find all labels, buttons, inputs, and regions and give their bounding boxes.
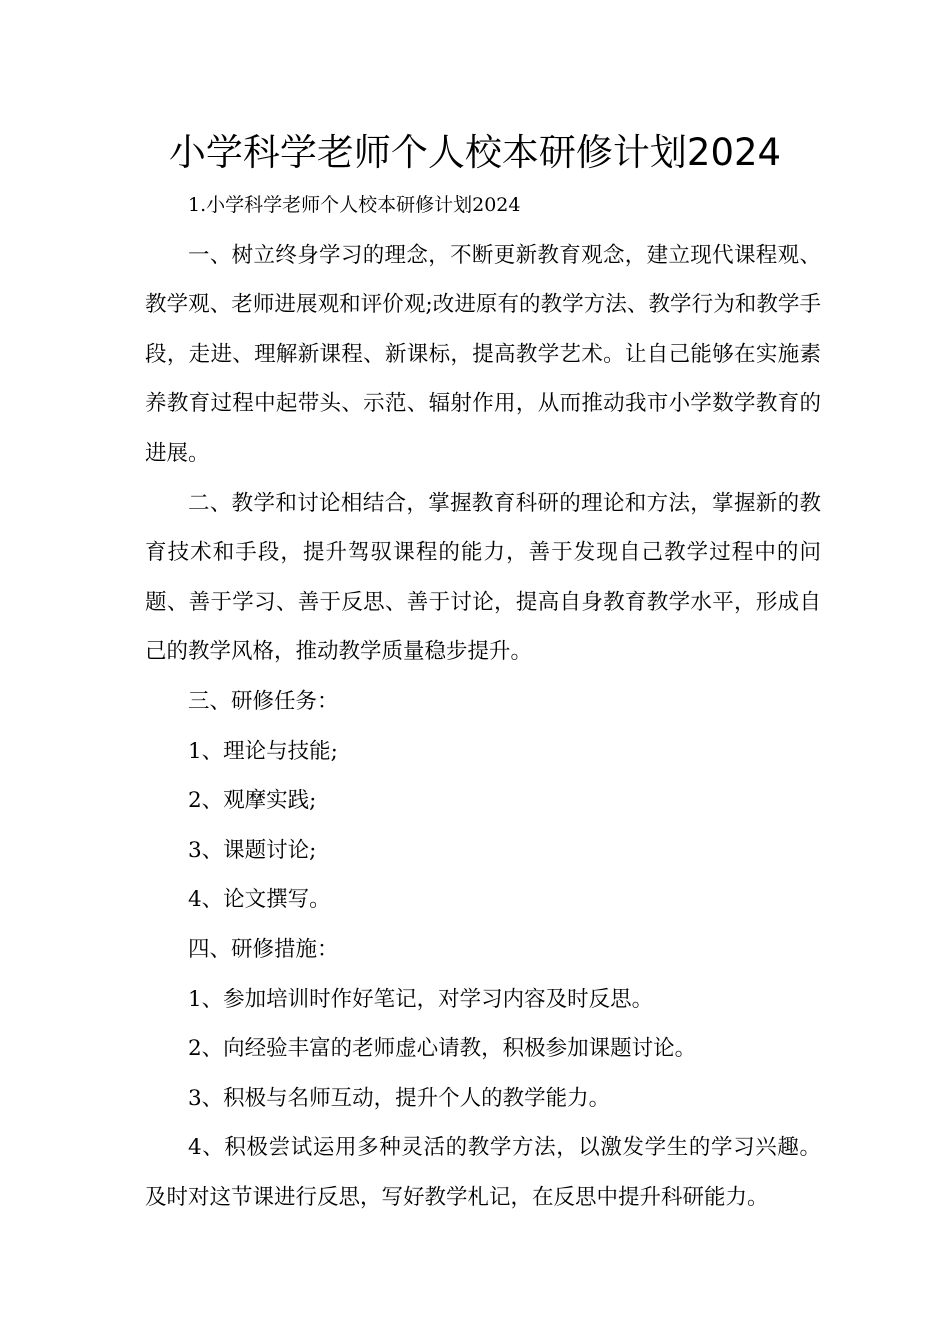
list-item: 3、课题讨论;: [188, 837, 317, 863]
list-item: 2、向经验丰富的老师虚心请教，积极参加课题讨论。: [188, 1036, 697, 1062]
section-heading-tasks: 三、研修任务：: [188, 688, 339, 714]
list-item: 1、参加培训时作好笔记，对学习内容及时反思。: [188, 986, 654, 1012]
section-heading-measures: 四、研修措施：: [188, 936, 339, 962]
document-title: 小学科学老师个人校本研修计划2024: [168, 131, 782, 174]
paragraph-2: 二、教学和讨论相结合，掌握教育科研的理论和方法，掌握新的教育技术和手段，提升驾驭课程的能力，善于发现自己教学过程中的问题、善于学习、善于反思、善于讨论，提高自身教育教学水平，形成自己的教学风格，推动教学质量稳步提升。: [145, 490, 821, 665]
list-item: 1、理论与技能;: [188, 738, 338, 764]
list-item: 4、论文撰写。: [188, 887, 331, 913]
list-item: 2、观摩实践;: [188, 788, 317, 814]
list-item: 4、积极尝试运用多种灵活的教学方法，以激发学生的学习兴趣。及时对这节课进行反思，写好教学札记，在反思中提升科研能力。: [145, 1135, 821, 1210]
paragraph-1: 一、树立终身学习的理念，不断更新教育观念，建立现代课程观、教学观、老师进展观和评价观;改进原有的教学方法、教学行为和教学手段，走进、理解新课程、新课标，提高教学艺术。让自己能够在实施素养教育过程中起带头、示范、辐射作用，从而推动我市小学数学教育的进展。: [145, 242, 821, 466]
document-body: [145, 181, 821, 1222]
list-item: 3、积极与名师互动，提升个人的教学能力。: [188, 1085, 611, 1111]
document-subtitle: 1.小学科学老师个人校本研修计划2024: [188, 194, 521, 216]
